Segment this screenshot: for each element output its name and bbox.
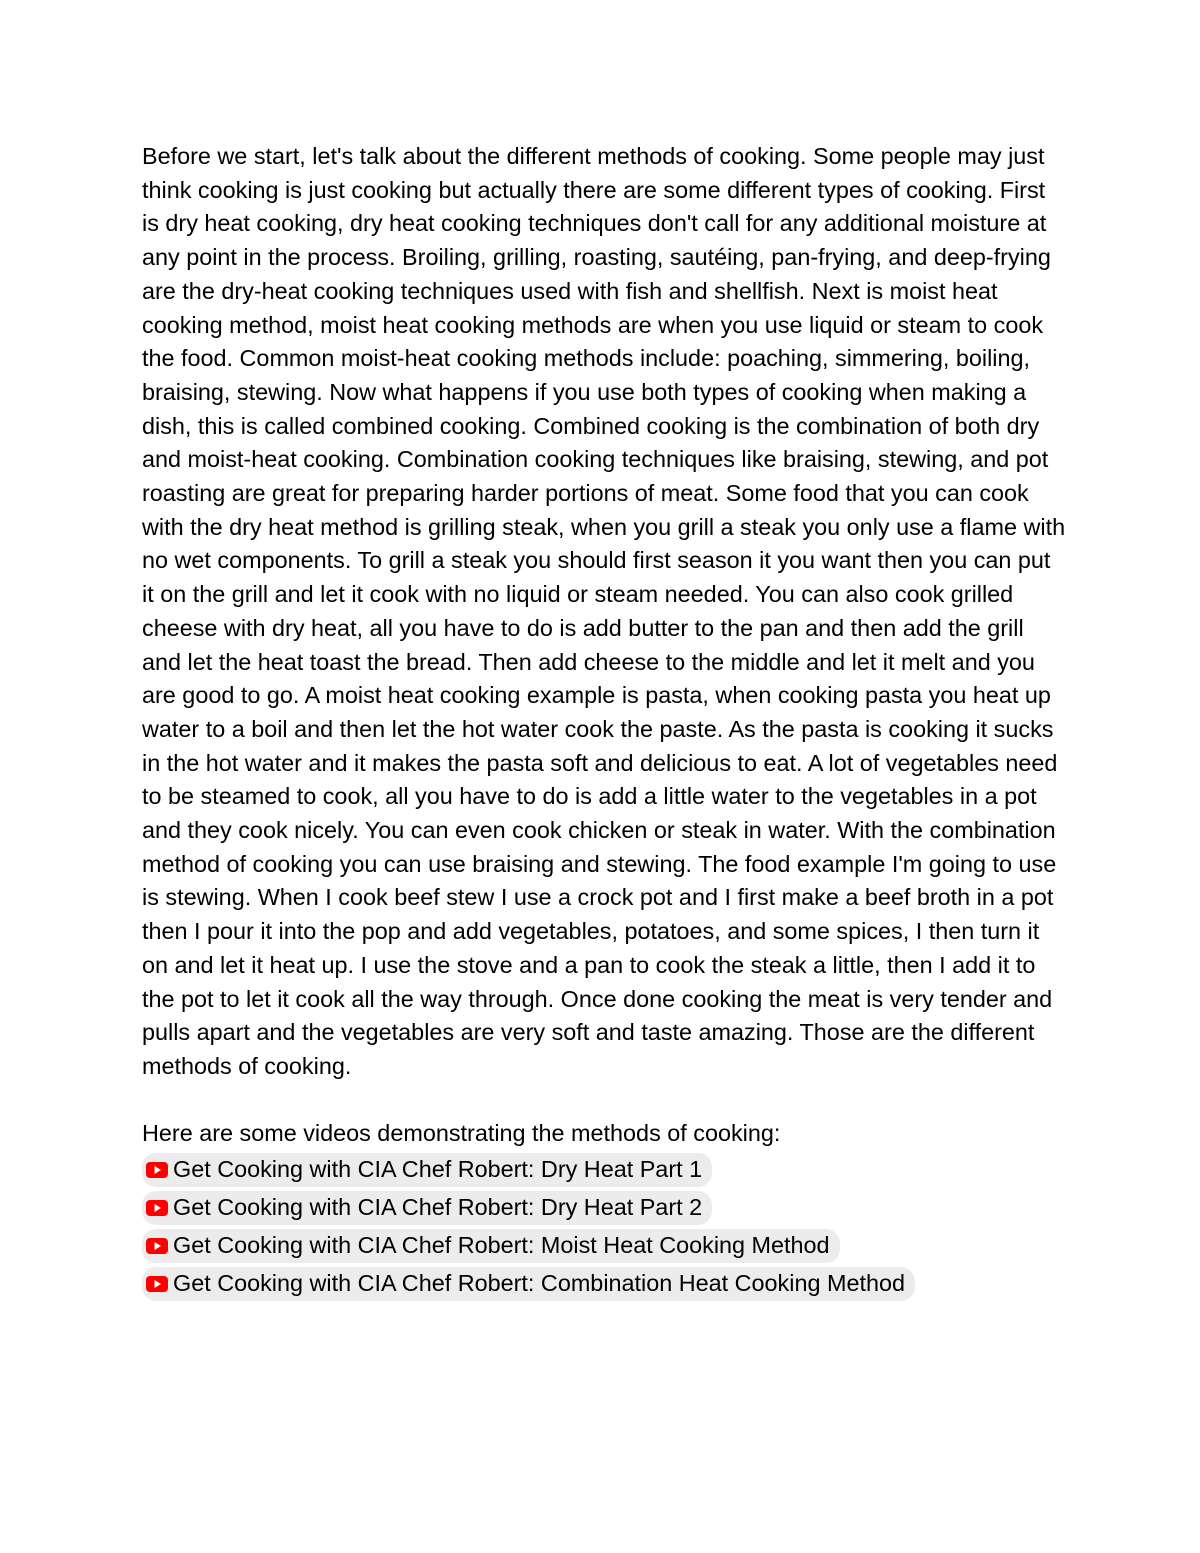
video-link-dry-heat-part-2[interactable] [142, 1191, 712, 1225]
youtube-icon [146, 1162, 168, 1178]
videos-intro: Here are some videos demonstrating the methods of cooking: [142, 1120, 781, 1147]
video-list-item [142, 1265, 1067, 1303]
document-content [142, 140, 1067, 1303]
video-link-label: Get Cooking with CIA Chef Robert: Combination Heat Cooking Method [173, 1270, 905, 1297]
video-link-moist-heat[interactable] [142, 1229, 840, 1263]
video-list-item [142, 1189, 1067, 1227]
video-link-dry-heat-part-1[interactable] [142, 1153, 712, 1187]
video-link-label: Get Cooking with CIA Chef Robert: Moist Heat Cooking Method [173, 1232, 830, 1259]
body-paragraph: Before we start, let's talk about the different methods of cooking. Some people may just think cooking is just cooking but actually there are some different types of cooking. First is dry heat cooking, dry heat cooking techniques don't call for any additional moisture at any point in the process. Broiling, grilling, roasting, sautéing, pan-frying, and deep-frying are the dry-heat cooking techniques used with fish and shellfish. Next is moist heat cooking method, moist heat cooking methods are when you use liquid or steam to cook the food. Common moist-heat cooking methods include: poaching, simmering, boiling, braising, stewing. Now what happens if you use both types of cooking when making a dish, this is called combined cooking. Combined cooking is the combination of both dry and moist-heat cooking. Combination cooking techniques like braising, stewing, and pot roasting are great for preparing harder portions of meat. Some food that you can cook with the dry heat method is grilling steak, when you grill a steak you only use a flame with no wet components. To grill a steak you should first season it you want then you can put it on the grill and let it cook with no liquid or steam needed. You can also cook grilled cheese with dry heat, all you have to do is add butter to the pan and then add the grill and let the heat toast the bread. Then add cheese to the middle and let it melt and you are good to go. A moist heat cooking example is pasta, when cooking pasta you heat up water to a boil and then let the hot water cook the paste. As the pasta is cooking it sucks in the hot water and it makes the pasta soft and delicious to eat. A lot of vegetables need to be steamed to cook, all you have to do is add a little water to the vegetables in a pot and they cook nicely. You can even cook chicken or steak in water. With the combination method of cooking you can use braising and stewing. The food example I'm going to use is stewing. When I cook beef stew I use a crock pot and I first make a beef broth in a pot then I pour it into the pop and add vegetables, potatoes, and some spices, I then turn it on and let it heat up. I use the stove and a pan to cook the steak a little, then I add it to the pot to let it cook all the way through. Once done cooking the meat is very tender and pulls apart and the vegetables are very soft and taste amazing. Those are the different methods of cooking. [142, 143, 1066, 1079]
video-link-list [142, 1151, 1067, 1303]
video-link-combination-heat[interactable] [142, 1267, 915, 1301]
youtube-icon [146, 1238, 168, 1254]
youtube-icon [146, 1200, 168, 1216]
video-link-label: Get Cooking with CIA Chef Robert: Dry Heat Part 1 [173, 1156, 703, 1183]
video-link-label: Get Cooking with CIA Chef Robert: Dry Heat Part 2 [173, 1194, 703, 1221]
video-list-item [142, 1227, 1067, 1265]
video-list-item [142, 1151, 1067, 1189]
youtube-icon [146, 1276, 168, 1292]
